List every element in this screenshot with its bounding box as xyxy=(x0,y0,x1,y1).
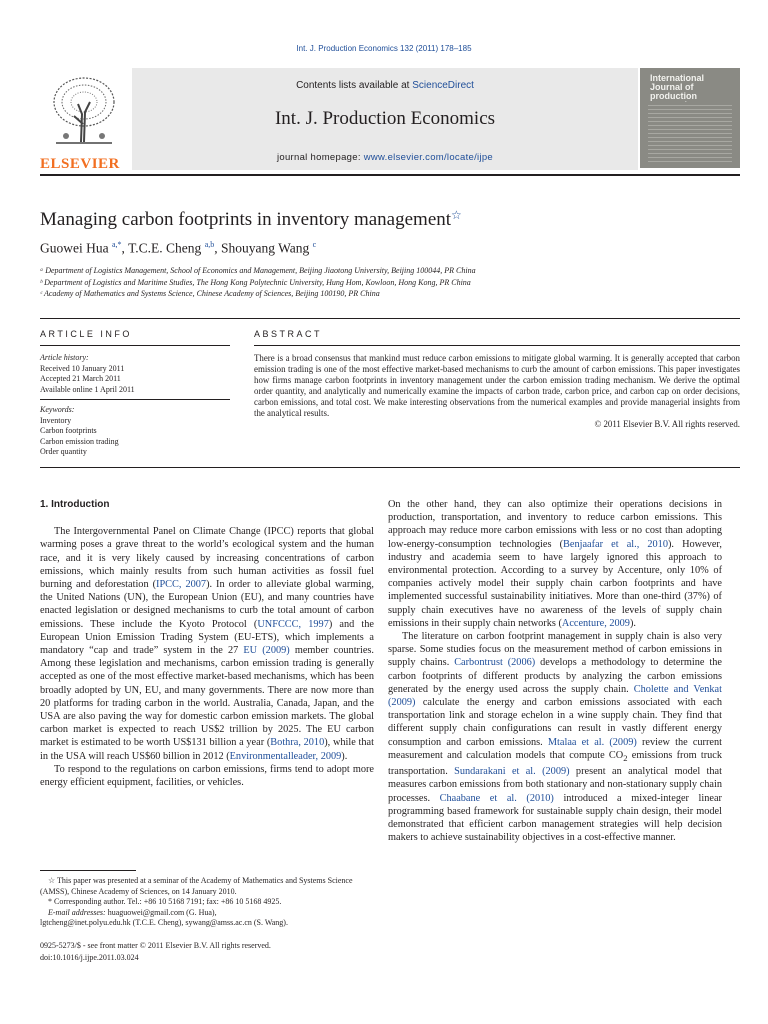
author-name: Guowei Hua xyxy=(40,240,109,256)
abstract-heading: ABSTRACT xyxy=(254,329,323,339)
accepted-date: Accepted 21 March 2011 xyxy=(40,374,121,383)
text-run: ). xyxy=(629,617,636,629)
masthead-divider xyxy=(40,174,740,176)
text-run: member countries. Among these legislation and mechanisms, carbon emission trading is generally accepted as one of the most effective market-based mechanisms, which has been broadly adopted by UN, EU, and many governments. There are now more than 20 platforms for trading carbon in the world. Australia, Canada, Japan, and the USA are also paving the way for domestic carbon emission markets. The global carbon market is expected to reach US$2 trillion by 2025. The EU carbon market is estimated to be worth US$131 billion a year ( xyxy=(40,645,375,749)
section-heading-introduction: 1. Introduction xyxy=(40,499,110,510)
journal-cover-thumbnail[interactable] xyxy=(640,68,740,168)
masthead-banner xyxy=(132,68,638,170)
keyword: Inventory xyxy=(40,415,72,425)
citation-link[interactable]: EU (2009) xyxy=(243,645,290,657)
footnote-rule xyxy=(40,870,136,871)
citation-link[interactable]: Chaabane et al. (2010) xyxy=(439,792,554,804)
cover-title: International Journal of production xyxy=(650,73,705,101)
cover-contents-lines xyxy=(648,102,732,162)
header-divider xyxy=(40,318,740,319)
body-paragraph xyxy=(388,630,722,844)
text-run: emissions from truck transportation. xyxy=(388,749,722,778)
contents-prefix: Contents lists available at xyxy=(296,80,413,91)
text-run: present an analytical model that measures carbon emissions from both stationary and non-stationary supply chain processes. xyxy=(388,766,722,804)
citation-link[interactable]: IPCC, 2007 xyxy=(156,579,207,591)
article-info-rule xyxy=(40,345,230,346)
elsevier-logo[interactable] xyxy=(40,74,124,170)
text-run: ). xyxy=(341,750,348,762)
email-label: E-mail addresses: xyxy=(48,907,108,917)
citation-link[interactable]: Mtalaa et al. (2009) xyxy=(547,736,637,748)
text-run: ) and the European Union Emission Trading System (EU-ETS), which implements a mandatory “cap and trade” system in the 27 xyxy=(40,618,374,657)
keyword: Carbon footprints xyxy=(40,426,97,435)
keyword: Order quantity xyxy=(40,447,87,456)
text-run: 2 xyxy=(623,752,628,763)
keywords-rule xyxy=(40,399,230,400)
text-run: ), while that in the USA will reach US$60 billion in 2012 ( xyxy=(40,737,374,762)
footnotes xyxy=(40,876,374,929)
affiliations xyxy=(40,265,476,300)
text-run: review the current measurement and calculation models that compute CO xyxy=(388,736,722,761)
body-column-left xyxy=(40,498,374,789)
abstract-body xyxy=(254,353,740,430)
homepage-link[interactable]: www.elsevier.com/locate/ijpe xyxy=(363,152,494,163)
abstract-rule xyxy=(254,345,740,346)
elsevier-tree-icon xyxy=(48,74,120,146)
homepage-prefix: journal homepage: xyxy=(276,152,364,163)
footnote-star: ☆ This paper was presented at a seminar of the Academy of Mathematics and Systems Science (AMSS), Chinese Academy of Sciences, on 14 January 2010. xyxy=(40,876,353,896)
journal-reference[interactable]: Int. J. Production Economics 132 (2011) 178–185 xyxy=(296,44,472,53)
text-run: ). However, industry and academia seem to have largely ignored this approach to environmental protection. According to a survey by Accenture, only 10% of companies actively model their supply chain carbon footprints and have implemented successful sustainability initiatives. More than one-third (37%) of supply chain executives have no awareness of the levels of supply chain emissions in their supply chain networks ( xyxy=(388,538,722,629)
text-run: develops a methodology to determine the carbon footprints of different products by analyzing the carbon emissions generated by the energy used across the supply chain. xyxy=(388,657,722,695)
keywords-label: Keywords: xyxy=(40,405,75,414)
text-run: The literature on carbon footprint management in supply chain is also very sparse. Some studies focus on the measurement method of carbon emissions in supply chains. xyxy=(388,631,722,669)
footnote-emails-cont[interactable]: lgtcheng@inet.polyu.edu.hk (T.C.E. Cheng), sywang@amss.ac.cn (S. Wang). xyxy=(40,918,288,927)
article-info xyxy=(40,353,220,458)
citation-link[interactable]: Cholette and Venkat (2009) xyxy=(388,683,722,709)
received-date: Received 10 January 2011 xyxy=(40,363,125,373)
body-column-right xyxy=(388,498,722,844)
bottom-info xyxy=(40,940,271,963)
footnote-corresponding: * Corresponding author. Tel.: +86 10 5168 7191; fax: +86 10 5168 4925. xyxy=(48,897,282,906)
abstract-bottom-rule xyxy=(40,467,740,468)
email-addresses[interactable]: huaguowei@gmail.com (G. Hua), xyxy=(107,907,217,917)
footnote-emails xyxy=(40,908,374,919)
abstract-copyright: © 2011 Elsevier B.V. All rights reserved. xyxy=(594,419,740,429)
citation-link[interactable]: UNFCCC, 1997 xyxy=(257,618,329,630)
citation-link[interactable]: Bothra, 2010 xyxy=(270,737,325,749)
sciencedirect-link[interactable]: ScienceDirect xyxy=(412,80,474,91)
doi-line[interactable]: doi:10.1016/j.ijpe.2011.03.024 xyxy=(40,952,139,962)
citation-link[interactable]: Accenture, 2009 xyxy=(561,617,630,629)
author-affiliation-mark[interactable]: c xyxy=(312,240,317,249)
text-run: calculate the energy and carbon emissions associated with each transportation link and storage echelon in a wine supply chain. They find that different supply chain configurations can result in vastly different energy consumption and carbon emissions. xyxy=(388,697,722,748)
affiliation-b: ᵇ Department of Logistics and Maritime Studies, The Hong Kong Polytechnic University, Hung Hom, Kowloon, Hong Kong, PR China xyxy=(40,277,471,287)
keyword: Carbon emission trading xyxy=(40,436,119,446)
article-title xyxy=(40,208,462,231)
elsevier-wordmark: ELSEVIER xyxy=(40,156,120,172)
citation-link[interactable]: Environmentalleader, 2009 xyxy=(229,750,342,762)
journal-title: Int. J. Production Economics xyxy=(274,108,496,129)
issn-line: 0925-5273/$ - see front matter © 2011 Elsevier B.V. All rights reserved. xyxy=(40,941,271,950)
article-info-heading: ARTICLE INFO xyxy=(40,329,132,339)
author-list: Guowei Hua $^{a,*}$, T.C.E. Cheng $^{a,b}$, Shouyang Wang $^c$ xyxy=(40,240,317,256)
body-paragraph xyxy=(388,498,722,630)
text-run: introduced a mixed-integer linear programming based framework for sustainable supply chain design, their model demonstrated that efficient carbon management strategies will help decision makers to achieve sustainability objectives in a cost-effective manner. xyxy=(388,792,722,844)
citation-link[interactable]: Carbontrust (2006) xyxy=(454,657,536,669)
citation-link[interactable]: Sundarakani et al. (2009) xyxy=(454,766,570,778)
body-paragraph xyxy=(40,525,374,763)
journal-masthead xyxy=(40,68,740,170)
affiliation-c: ᶜ Academy of Mathematics and Systems Science, Chinese Academy of Sciences, Beijing 100190, PR China xyxy=(40,289,380,298)
body-paragraph: To respond to the regulations on carbon emissions, firms tend to adopt more energy efficient equipment, facilities, or vehicles. xyxy=(40,763,374,789)
journal-homepage-line xyxy=(132,152,638,163)
contents-available-line xyxy=(132,80,638,91)
article-title-text: Managing carbon footprints in inventory management xyxy=(40,209,452,230)
author-name: Shouyang Wang xyxy=(221,240,310,256)
title-footnote-mark[interactable]: ☆ xyxy=(451,208,462,222)
text-run: The Intergovernmental Panel on Climate Change (IPCC) reports that global warming poses a grave threat to the world’s ecological system and the human race, and it is very likely caused by increasing concentrations of carbon emissions, which mainly results from such human activities as fossil fuel burning and deforestation ( xyxy=(40,526,374,591)
author-affiliation-mark[interactable]: a,b xyxy=(204,240,215,249)
abstract-text: There is a broad consensus that mankind must reduce carbon emissions to mitigate global warming. It is generally accepted that carbon emission trading is one of the most effective market-based mechanisms to curb the amount of carbon emissions. This paper investigates how firms manage carbon footprints in inventory management under the carbon emission trading mechanism. We derive the optimal order quantity, and analytically and numerically examine the impacts of carbon trade, carbon price, and carbon cap on order decisions, carbon emissions, and total cost. We make interesting observations from the numerical examples and provide managerial insights from the analytical results. xyxy=(254,353,740,418)
affiliation-a: ᵃ Department of Logistics Management, School of Economics and Management, Beijing Jiaotong University, Beijing 100044, PR China xyxy=(40,266,476,275)
text-run: ). In order to alleviate global warming, the United Nations (UN), the European Union (EU), and many countries have enacted legislation or designed mechanisms to curb the total amount of carbon emissions. These include the Kyoto Protocol ( xyxy=(40,579,375,630)
author-name: T.C.E. Cheng xyxy=(128,240,202,256)
history-label: Article history: xyxy=(40,353,89,362)
citation-link[interactable]: Benjaafar et al., 2010 xyxy=(563,538,668,550)
online-date: Available online 1 April 2011 xyxy=(40,384,135,394)
author-affiliation-mark[interactable]: a,* xyxy=(111,240,122,249)
text-run: On the other hand, they can also optimize their operations decisions in production, transportation, and inventory to reduce carbon emissions. This approach may reduce more carbon emissions with less or no cost than adopting low-energy-consumption technologies ( xyxy=(388,499,722,550)
